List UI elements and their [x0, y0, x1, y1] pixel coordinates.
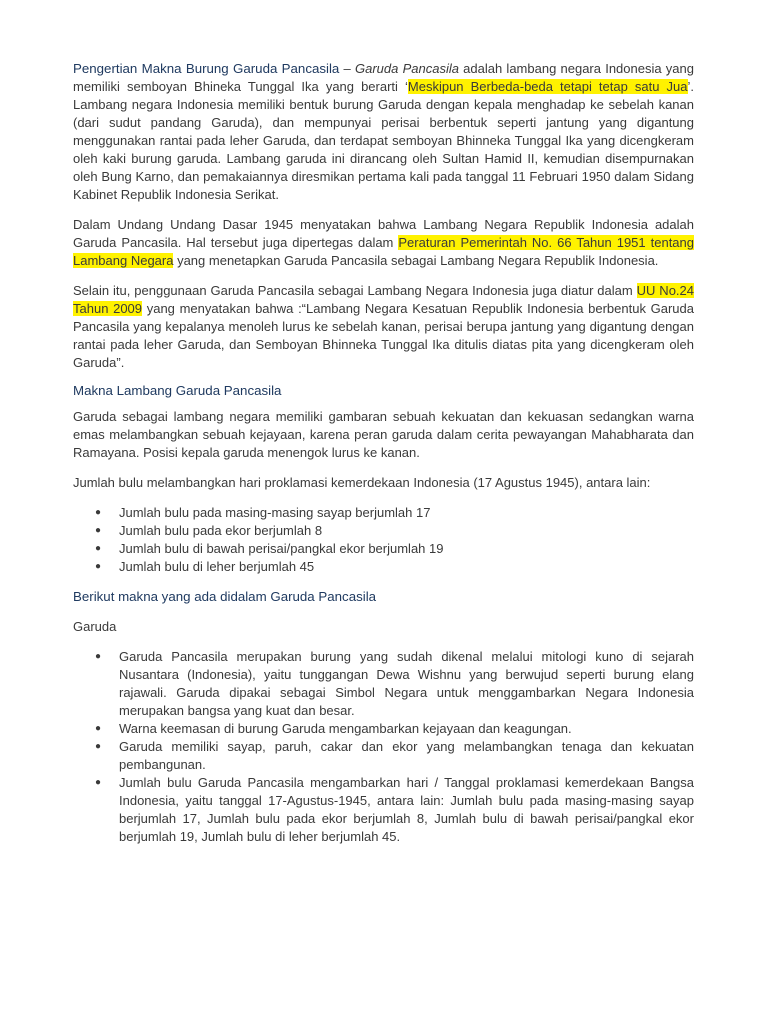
- list-item: [73, 504, 694, 522]
- intro-text-1: adalah lambang negara Indonesia yang memiliki semboyan Bhineka Tunggal Ika yang berarti ‘: [73, 61, 695, 94]
- highlight-motto: Meskipun Berbeda-beda tetapi tetap satu Jua: [407, 79, 688, 94]
- list-item: [73, 720, 694, 738]
- section-heading-berikut: Berikut makna yang ada didalam Garuda Pancasila: [73, 589, 377, 604]
- list-item: [73, 522, 694, 540]
- bullet-icon: ●: [95, 561, 102, 572]
- uu-text-1: Selain itu, penggunaan Garuda Pancasila sebagai Lambang Negara Indonesia juga diatur dalam: [73, 283, 637, 298]
- makna-paragraph: Garuda sebagai lambang negara memiliki gambaran sebuah kekuatan dan kekuasan sedangkan warna emas melambangkan sebuah kejayaan, karena peran garuda dalam cerita pewayangan Mahabharata dan Ramayana. Posisi kepala garuda menengok lurus ke kanan.: [73, 409, 694, 460]
- list-item-text: Jumlah bulu Garuda Pancasila mengambarkan hari / Tanggal proklamasi kemerdekaan Bangsa Indonesia, yaitu tanggal 17-Agustus-1945, antara lain: Jumlah bulu pada masing-masing sayap berjumlah 17, Jumlah bulu pada ekor berjumlah 8, Jumlah bulu di bawah perisai/pangkal ekor berjumlah 19, Jumlah bulu di leher berjumlah 45.: [119, 775, 694, 844]
- highlight-law: UU No.24 Tahun 2009: [73, 283, 694, 316]
- bulu-intro-paragraph: Jumlah bulu melambangkan hari proklamasi kemerdekaan Indonesia (17 Agustus 1945), antara lain:: [73, 475, 651, 490]
- list-item: [73, 774, 694, 846]
- uud-text-2: yang menetapkan Garuda Pancasila sebagai Lambang Negara Republik Indonesia.: [173, 253, 659, 268]
- intro-text-2: ’. Lambang negara Indonesia memiliki bentuk burung Garuda dengan kepala menghadap ke sebelah kanan (dari sudut pandang Garuda), dan mempunyai perisai berbentuk seperti jantung yang digantung menggunakan rantai pada leher Garuda, dan terdapat semboyan Bhinneka Tunggal Ika yang dicengkeram oleh kaki burung garuda. Lambang garuda ini dirancang oleh Sultan Hamid II, kemudian disempurnakan oleh Bung Karno, dan pemakaiannya diresmikan pertama kali pada tanggal 11 Februari 1950 dalam Sidang Kabinet Republik Indonesia Serikat.: [73, 79, 694, 202]
- garuda-list: [73, 648, 694, 846]
- bullet-icon: ●: [95, 777, 102, 788]
- document-content: [73, 60, 694, 846]
- list-item-text: Jumlah bulu pada ekor berjumlah 8: [119, 523, 323, 538]
- list-item-text: Garuda memiliki sayap, paruh, cakar dan ekor yang melambangkan tenaga dan kekuatan pembangunan.: [119, 739, 694, 772]
- uud-text-1: Dalam Undang Undang Dasar 1945 menyatakan bahwa Lambang Negara Republik Indonesia adalah Garuda Pancasila. Hal tersebut juga dipertegas dalam: [73, 217, 694, 250]
- bullet-icon: ●: [95, 543, 102, 554]
- bullet-icon: ●: [95, 741, 102, 752]
- bullet-icon: ●: [95, 525, 102, 536]
- list-item: [73, 558, 694, 576]
- list-item-text: Jumlah bulu di bawah perisai/pangkal ekor berjumlah 19: [119, 541, 444, 556]
- list-item: [73, 540, 694, 558]
- subheading-garuda: Garuda: [73, 619, 117, 634]
- uud-paragraph: [73, 216, 694, 270]
- section-heading-makna: Makna Lambang Garuda Pancasila: [73, 383, 282, 398]
- list-item: [73, 738, 694, 774]
- italic-term: Garuda Pancasila: [355, 61, 459, 76]
- bulu-list: [73, 504, 694, 576]
- title-dash: –: [339, 61, 355, 76]
- intro-paragraph: [73, 60, 694, 204]
- highlight-regulation: Peraturan Pemerintah No. 66 Tahun 1951 tentang Lambang Negara: [73, 235, 694, 268]
- list-item-text: Jumlah bulu pada masing-masing sayap berjumlah 17: [119, 505, 431, 520]
- bullet-icon: ●: [95, 651, 102, 662]
- uu-paragraph: [73, 282, 694, 372]
- uu-text-2: yang menyatakan bahwa :“Lambang Negara Kesatuan Republik Indonesia berbentuk Garuda Pancasila yang kepalanya menoleh lurus ke sebelah kanan, perisai berupa jantung yang digantung dengan rantai pada leher Garuda, dan Semboyan Bhinneka Tunggal Ika ditulis diatas pita yang dicengkeram oleh Garuda”.: [73, 301, 695, 370]
- bullet-icon: ●: [95, 723, 102, 734]
- list-item-text: Warna keemasan di burung Garuda mengambarkan kejayaan dan keagungan.: [119, 721, 572, 736]
- bullet-icon: ●: [95, 507, 102, 518]
- list-item-text: Jumlah bulu di leher berjumlah 45: [119, 559, 315, 574]
- list-item: [73, 648, 694, 720]
- article-title: Pengertian Makna Burung Garuda Pancasila: [73, 61, 340, 76]
- list-item-text: Garuda Pancasila merupakan burung yang sudah dikenal melalui mitologi kuno di sejarah Nusantara (Indonesia), yaitu tunggangan Dewa Wishnu yang berwujud seperti burung elang rajawali. Garuda dipakai sebagai Simbol Negara untuk menggambarkan Negara Indonesia merupakan bangsa yang kuat dan besar.: [119, 649, 694, 718]
